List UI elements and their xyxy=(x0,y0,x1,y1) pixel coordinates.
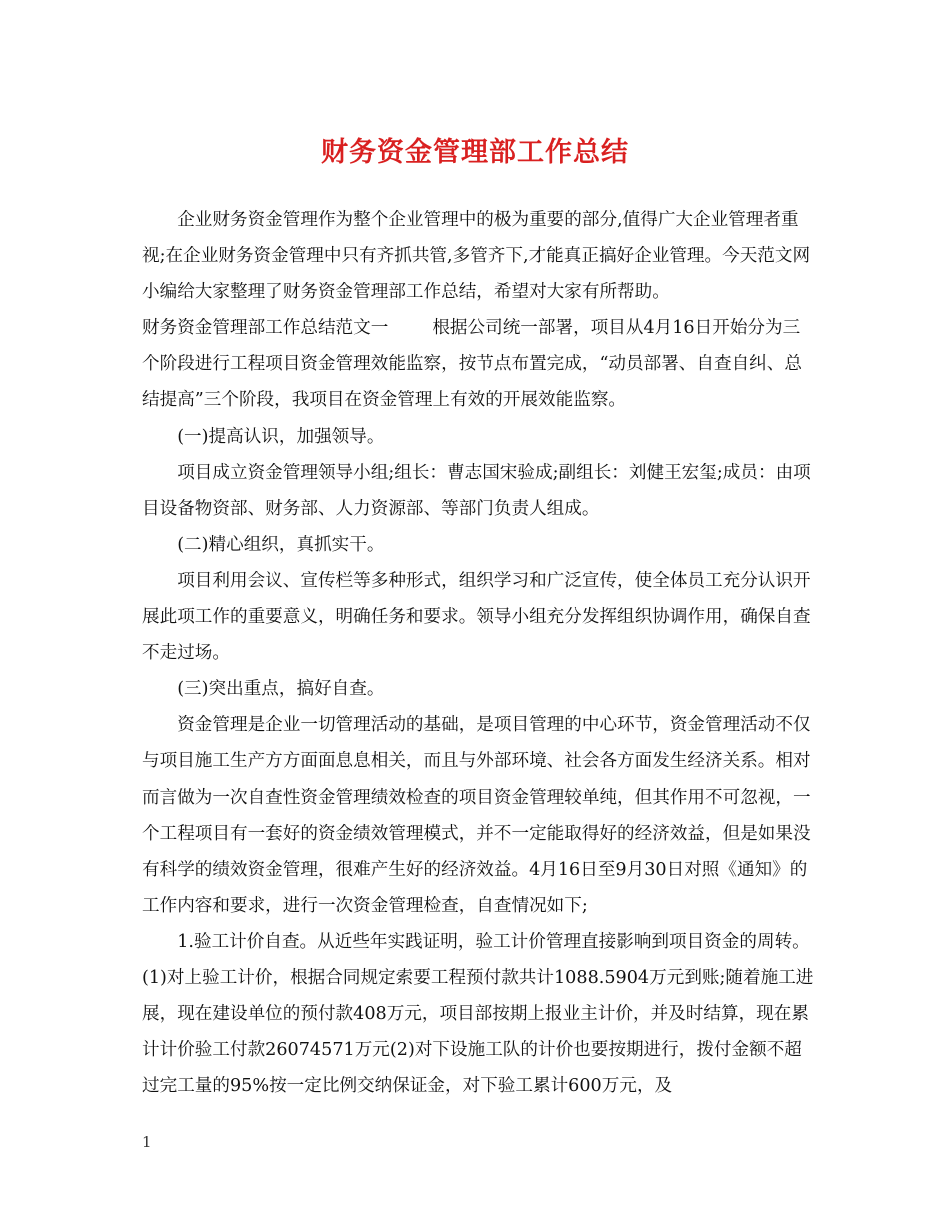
document-body xyxy=(142,202,814,1104)
sample-paragraph xyxy=(142,310,814,418)
section-paragraph-1: 项目成立资金管理领导小组;组长：曹志国宋验成;副组长：刘健王宏玺;成员：由项目设备物资部、财务部、人力资源部、等部门负责人组成。 xyxy=(142,462,811,519)
sample-label: 财务资金管理部工作总结范文一 xyxy=(142,318,389,339)
section-heading-1: (一)提高认识，加强领导。 xyxy=(177,426,385,447)
section-paragraph-3: 资金管理是企业一切管理活动的基础，是项目管理的中心环节，资金管理活动不仅与项目施工生产方方面面息息相关，而且与外部环境、社会各方面发生经济关系。相对而言做为一次自查性资金管理绩效检查的项目资金管理较单纯，但其作用不可忽视，一个工程项目有一套好的资金绩效管理模式，并不一定能取得好的经济效益，但是如果没有科学的绩效资金管理，很难产生好的经济效益。4月16日至9月30日对照《通知》的工作内容和要求，进行一次资金管理检查，自查情况如下; xyxy=(142,715,811,916)
section-heading-2: (二)精心组织，真抓实干。 xyxy=(177,534,385,555)
section-paragraph-4: 1.验工计价自查。从近些年实践证明，验工计价管理直接影响到项目资金的周转。(1)对上验工计价，根据合同规定索要工程预付款共计1088.5904万元到账;随着施工进展，现在建设单位的预付款408万元，项目部按期上报业主计价，并及时结算，现在累计计价验工付款26074571万元(2)对下设施工队的计价也要按期进行，拨付金额不超过完工量的95%按一定比例交纳保证金，对下验工累计600万元，及 xyxy=(142,931,814,1097)
page-number: 1 xyxy=(142,1133,152,1151)
sample-text: 根据公司统一部署，项目从4月16日开始分为三个阶段进行工程项目资金管理效能监察，按节点布置完成，“动员部署、自查自纠、总结提高”三个阶段，我项目在资金管理上有效的开展效能监察。 xyxy=(142,318,802,411)
intro-paragraph: 企业财务资金管理作为整个企业管理中的极为重要的部分,值得广大企业管理者重视;在企业财务资金管理中只有齐抓共管,多管齐下,才能真正搞好企业管理。今天范文网小编给大家整理了财务资金管理部工作总结，希望对大家有所帮助。 xyxy=(142,210,811,303)
document-title: 财务资金管理部工作总结 xyxy=(321,137,629,168)
section-paragraph-2: 项目利用会议、宣传栏等多种形式，组织学习和广泛宣传，使全体员工充分认识开展此项工作的重要意义，明确任务和要求。领导小组充分发挥组织协调作用，确保自查不走过场。 xyxy=(142,570,811,664)
section-heading-3: (三)突出重点，搞好自查。 xyxy=(177,679,385,700)
